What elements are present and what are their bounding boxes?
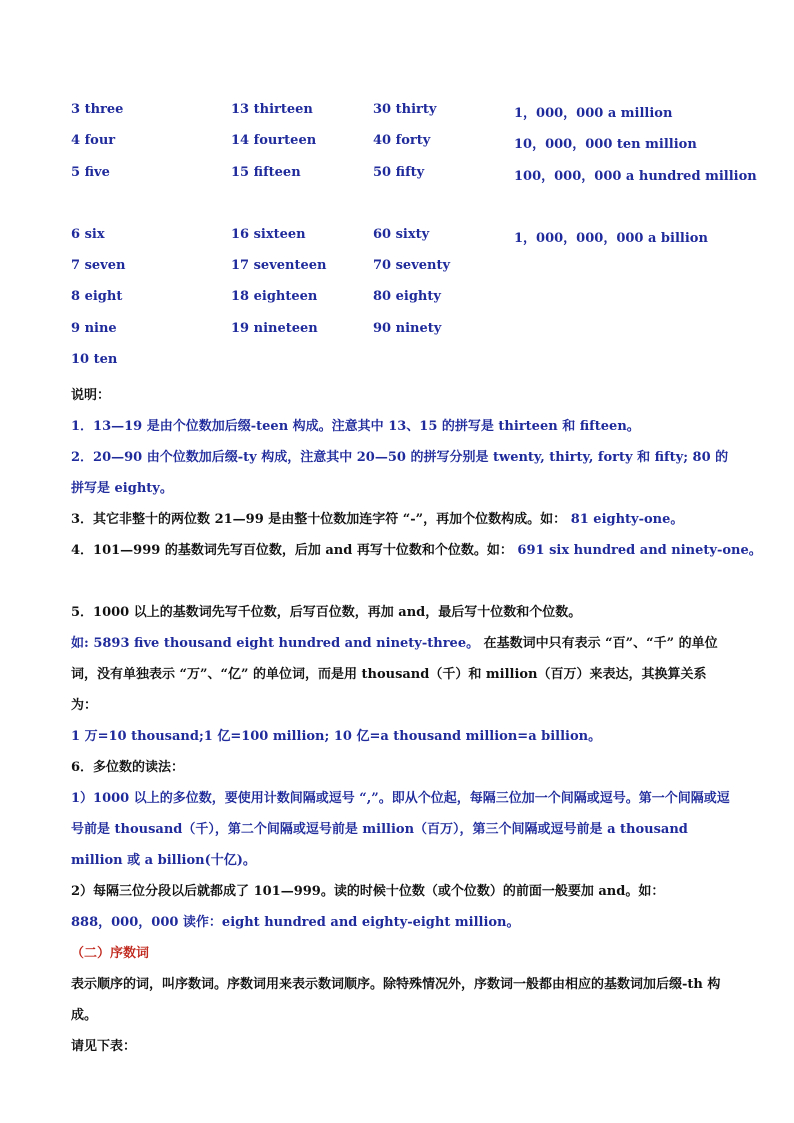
number-cell: 30 thirty	[373, 102, 437, 117]
note-5-example: 如: 5893 five thousand eight hundred and ninety-three。	[71, 636, 480, 651]
note-5: 5．1000 以上的基数词先写千位数，后写百位数，再加 and，最后写十位数和个位数。	[71, 605, 582, 620]
number-cell: 8 eight	[71, 289, 123, 304]
cardinal-number-table	[0, 0, 794, 380]
section-heading-ordinal: （二）序数词	[71, 946, 150, 961]
note-6-example: 888，000，000 读作：eight hundred and eighty-eight million。	[71, 915, 520, 930]
spacer	[71, 566, 731, 597]
note-5-body	[71, 628, 731, 721]
number-cell: 4 four	[71, 133, 116, 148]
number-cell: 10，000，000 ten million	[514, 137, 697, 152]
number-cell: 3 three	[71, 102, 124, 117]
ordinal-description: 表示顺序的词，叫序数词。序数词用来表示数词顺序。除特殊情况外，序数词一般都由相应的基数词加后缀-th 构成。	[71, 977, 721, 1023]
note-3-example: 81 eighty-one。	[570, 512, 684, 527]
number-cell: 1，000，000，000 a billion	[514, 231, 708, 246]
notes-section	[71, 380, 762, 1062]
note-4-text: 4．101—999 的基数词先写百位数，后加 and 再写十位数和个位数。如：	[71, 543, 513, 558]
number-cell: 19 nineteen	[231, 321, 318, 336]
number-cell: 17 seventeen	[231, 258, 327, 273]
number-cell: 40 forty	[373, 133, 431, 148]
note-1: 1．13—19 是由个位数加后缀-teen 构成。注意其中 13、15 的拼写是 thirteen 和 fifteen。	[71, 419, 640, 434]
number-cell: 50 fifty	[373, 165, 425, 180]
number-cell: 7 seven	[71, 258, 126, 273]
number-cell: 70 seventy	[373, 258, 451, 273]
note-4	[71, 535, 762, 566]
note-5-text: 在基数词中只有表示 “百”、“千” 的单位词，没有单独表示 “万”、“亿” 的单位词，而是用 thousand（千）和 million（百万）来表达，其换算关系为：	[71, 636, 718, 713]
note-2: 2．20—90 由个位数加后缀-ty 构成，注意其中 20—50 的拼写分别是 twenty, thirty, forty 和 fifty; 80 的拼写是 eighty。	[71, 450, 729, 496]
note-5-conversion: 1 万=10 thousand;1 亿=100 million; 10 亿=a thousand million=a billion。	[71, 729, 602, 744]
number-cell: 90 ninety	[373, 321, 442, 336]
number-cell: 100，000，000 a hundred million	[514, 169, 757, 184]
notes-heading: 说明：	[71, 388, 111, 403]
number-cell: 14 fourteen	[231, 133, 317, 148]
number-cell: 13 thirteen	[231, 102, 313, 117]
number-cell: 1，000，000 a million	[514, 106, 673, 121]
note-6: 6．多位数的读法：	[71, 760, 185, 775]
note-3	[71, 504, 731, 535]
number-cell: 6 six	[71, 227, 105, 242]
note-4-example: 691 six hundred and ninety-one。	[517, 543, 762, 558]
number-cell: 10 ten	[71, 352, 118, 367]
number-cell: 15 fifteen	[231, 165, 301, 180]
note-3-text: 3．其它非整十的两位数 21—99 是由整十位数加连字符 “-”，再加个位数构成。如：	[71, 512, 567, 527]
note-6-1: 1）1000 以上的多位数，要使用计数间隔或逗号 “,”。即从个位起，每隔三位加一个间隔或逗号。第一个间隔或逗号前是 thousand（千），第二个间隔或逗号前是 million（百万），第三个间隔或逗号前是 a thousand million 或 a billion(十亿)。	[71, 791, 730, 868]
number-cell: 16 sixteen	[231, 227, 306, 242]
number-cell: 5 five	[71, 165, 110, 180]
number-cell: 9 nine	[71, 321, 117, 336]
see-table-note: 请见下表：	[71, 1039, 137, 1054]
number-cell: 60 sixty	[373, 227, 430, 242]
number-cell: 18 eighteen	[231, 289, 318, 304]
note-6-2: 2）每隔三位分段以后就都成了 101—999。读的时候十位数（或个位数）的前面一般要加 and。如：	[71, 884, 665, 899]
number-cell: 80 eighty	[373, 289, 441, 304]
